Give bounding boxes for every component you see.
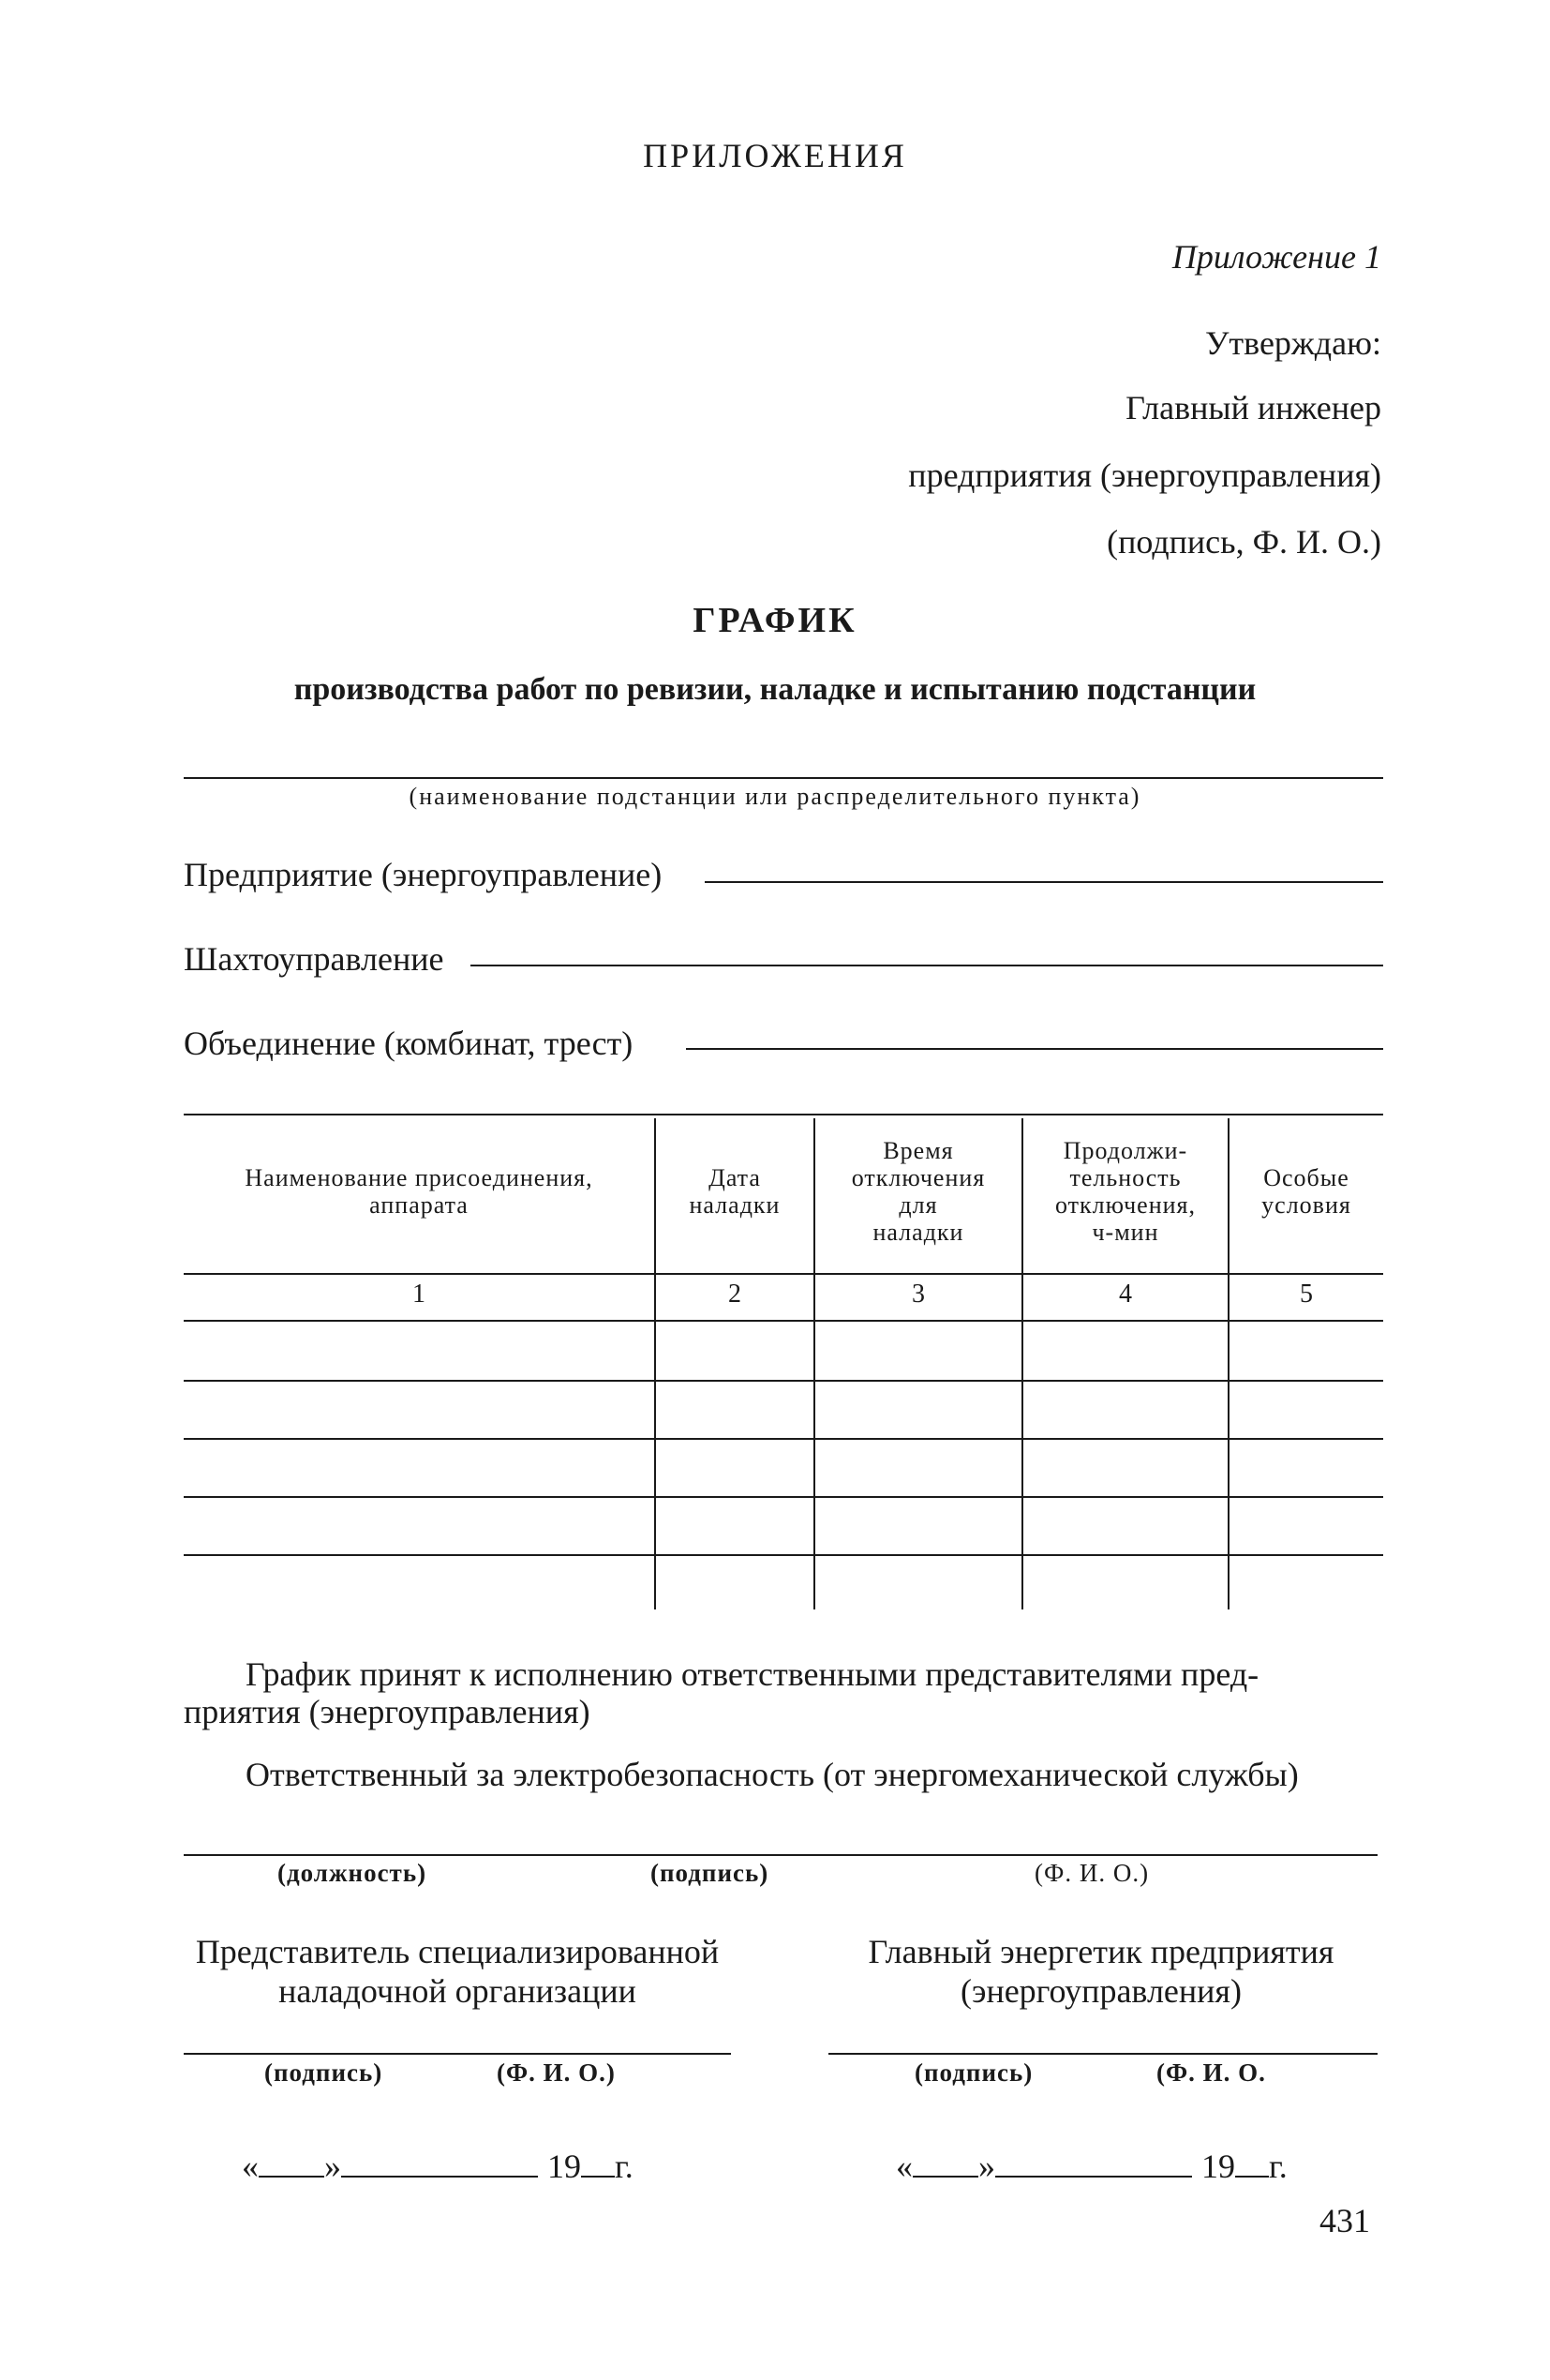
table-row-line: [184, 1438, 1383, 1440]
column-number: 4: [1119, 1280, 1132, 1309]
chief-energetic-signature-line: [828, 2053, 1378, 2055]
approve-label: Утверждаю:: [1204, 324, 1381, 362]
appendix-label: Приложение 1: [1171, 238, 1381, 276]
table-header-cell: Наименование присоединения, аппарата: [245, 1164, 593, 1219]
column-number: 5: [1300, 1280, 1313, 1309]
substation-caption: (наименование подстанции или распределительного пункта): [409, 783, 1141, 810]
signature-name-label: (подпись, Ф. И. О.): [1107, 523, 1381, 561]
association-field-line: [686, 1048, 1383, 1050]
signature-caption: (подпись): [650, 1859, 769, 1887]
column-number: 1: [412, 1280, 425, 1309]
representative-signature-caption: (подпись): [264, 2058, 383, 2087]
mine-admin-field-line: [470, 965, 1383, 966]
column-number: 2: [728, 1280, 741, 1309]
table-top-border: [184, 1114, 1383, 1115]
document-title: ГРАФИК: [693, 601, 857, 640]
column-number: 3: [912, 1280, 925, 1309]
representative-fio-caption: (Ф. И. О.): [497, 2058, 616, 2087]
right-date: « » 19 г.: [896, 2148, 1288, 2185]
table-header-cell: Продолжи- тельность отключения, ч-мин: [1055, 1137, 1196, 1246]
table-header-cell: Дата наладки: [689, 1164, 781, 1219]
table-row-line: [184, 1380, 1383, 1382]
representative-label: Представитель специализированной наладочной организации: [195, 1933, 720, 2010]
section-title: ПРИЛОЖЕНИЯ: [643, 137, 907, 174]
page-number: 431: [1319, 2202, 1370, 2239]
representative-signature-line: [184, 2053, 731, 2055]
chief-energetic-signature-caption: (подпись): [915, 2058, 1034, 2087]
fio-caption: (Ф. И. О.): [1035, 1859, 1150, 1887]
mine-admin-field-label: Шахтоуправление: [184, 940, 444, 978]
chief-engineer-label: Главный инженер: [1125, 389, 1381, 427]
table-header-cell: Время отключения для наладки: [851, 1137, 986, 1246]
document-subtitle: производства работ по ревизии, наладке и испытанию подстанции: [293, 672, 1257, 707]
table-row-line: [184, 1554, 1383, 1556]
table-row-line: [184, 1496, 1383, 1498]
table-header-cell: Особые условия: [1261, 1164, 1351, 1219]
table-header-divider: [184, 1273, 1383, 1275]
responsible-text: Ответственный за электробезопасность (от энергомеханической службы): [246, 1756, 1299, 1793]
enterprise-label: предприятия (энергоуправления): [908, 457, 1381, 494]
position-caption: (должность): [277, 1859, 427, 1887]
association-field-label: Объединение (комбинат, трест): [184, 1025, 633, 1062]
enterprise-field-line: [705, 881, 1383, 883]
substation-line: [184, 777, 1383, 779]
chief-energetic-fio-caption: (Ф. И. О.: [1156, 2058, 1266, 2087]
enterprise-field-label: Предприятие (энергоуправление): [184, 856, 663, 893]
responsible-signature-line: [184, 1854, 1378, 1856]
acceptance-text-line2: приятия (энергоуправления): [184, 1693, 590, 1730]
left-date: « » 19 г.: [242, 2148, 633, 2185]
acceptance-text-line1: График принят к исполнению ответственными представителями пред-: [246, 1655, 1259, 1693]
table-number-divider: [184, 1320, 1383, 1322]
chief-energetic-label: Главный энергетик предприятия (энергоуправления): [868, 1933, 1334, 2010]
